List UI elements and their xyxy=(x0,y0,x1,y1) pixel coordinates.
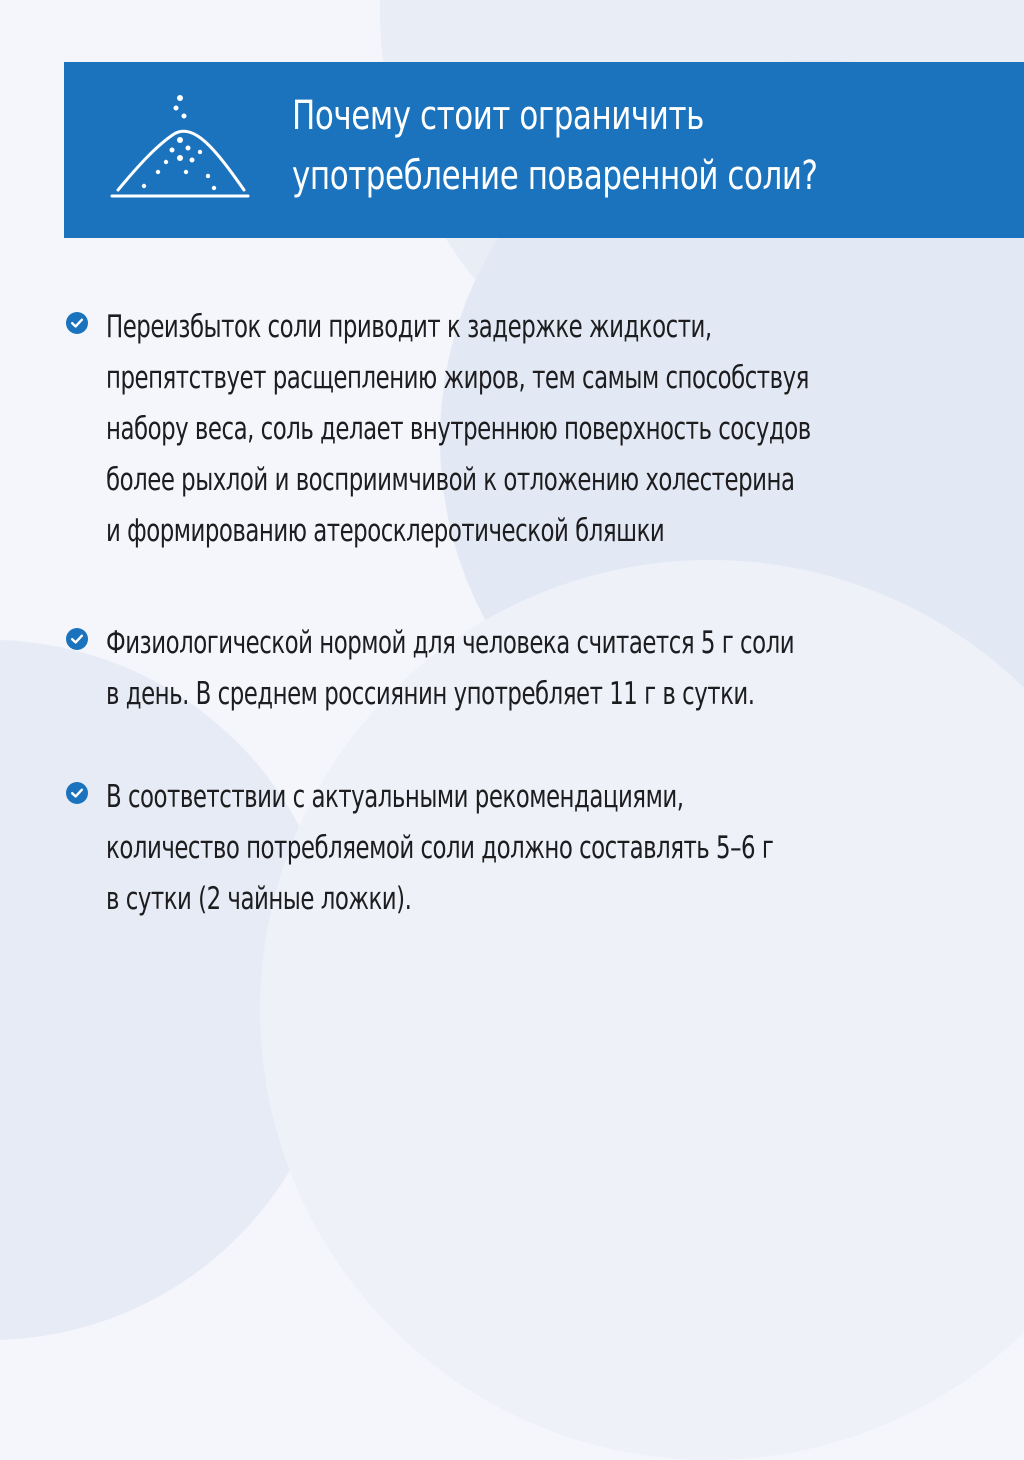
text-line: препятствует расщеплению жиров, тем самым способствуя xyxy=(106,360,809,396)
check-circle-icon xyxy=(66,628,88,650)
list-item-text xyxy=(106,618,794,720)
text-line: более рыхлой и восприимчивой к отложению холестерина xyxy=(106,462,795,498)
list-item-text xyxy=(106,772,773,925)
text-line: и формированию атеросклеротической бляшки xyxy=(106,513,665,549)
title-line: употребление поваренной соли? xyxy=(292,153,818,199)
text-line: в день. В среднем россиянин употребляет 11 г в сутки. xyxy=(106,676,755,712)
text-line: набору веса, соль делает внутреннюю поверхность сосудов xyxy=(106,411,811,447)
check-circle-icon xyxy=(66,312,88,334)
text-line: количество потребляемой соли должно составлять 5–6 г xyxy=(106,830,774,866)
salt-pile-icon xyxy=(104,92,256,204)
text-line: в сутки (2 чайные ложки). xyxy=(106,881,412,917)
list-item-text xyxy=(106,302,811,557)
check-circle-icon xyxy=(66,782,88,804)
text-line: В соответствии с актуальными рекомендациями, xyxy=(106,779,684,815)
page-title xyxy=(292,86,894,206)
text-line: Физиологической нормой для человека считается 5 г соли xyxy=(106,625,795,661)
title-line: Почему стоит ограничить xyxy=(292,93,704,139)
text-line: Переизбыток соли приводит к задержке жидкости, xyxy=(106,309,712,345)
